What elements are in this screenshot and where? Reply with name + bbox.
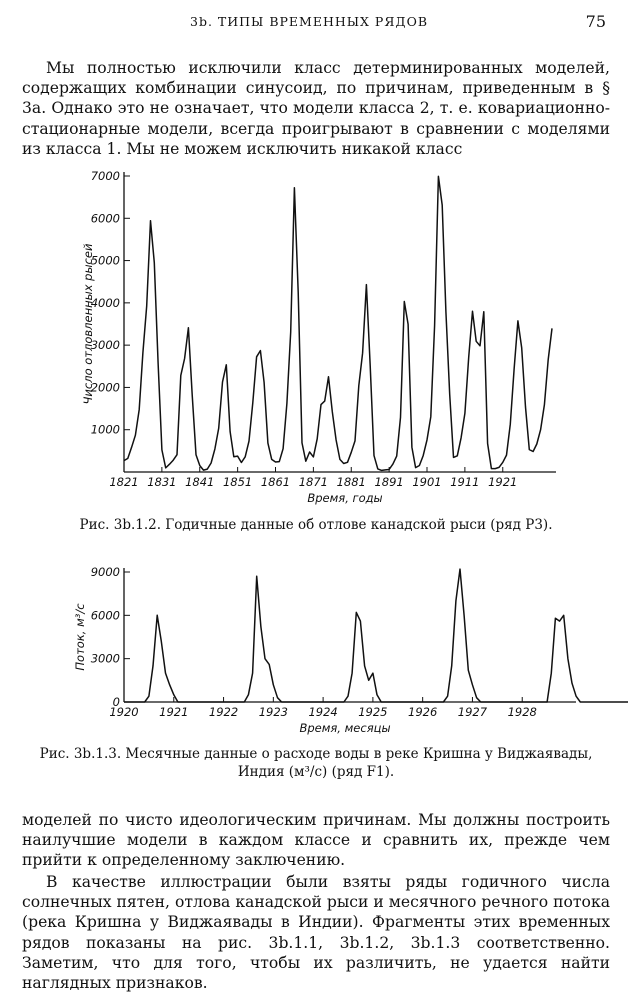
y-tick-label: 3000 <box>90 651 120 666</box>
x-tick-label: 1891 <box>374 475 404 489</box>
x-axis-label: Время, годы <box>307 491 383 505</box>
page-header <box>0 10 628 34</box>
x-tick-label: 1861 <box>260 475 291 489</box>
series-line <box>124 176 552 470</box>
series-line <box>124 562 628 702</box>
x-tick-label: 1871 <box>298 475 329 489</box>
y-axis-label: Число отловленных рысей <box>81 243 95 405</box>
x-tick-label: 1926 <box>408 705 438 719</box>
x-tick-label: 1851 <box>222 475 253 489</box>
x-tick-label: 1831 <box>147 475 177 489</box>
x-tick-label: 1821 <box>109 475 139 489</box>
page-number: 75 <box>585 12 606 31</box>
y-tick-label: 7000 <box>90 169 120 183</box>
y-tick-label: 9000 <box>90 565 120 579</box>
x-axis-label: Время, месяцы <box>299 721 391 735</box>
figure-krishna <box>0 556 628 746</box>
x-tick-label: 1927 <box>457 705 488 719</box>
paragraph-3: В качестве иллюстрации были взяты ряды годичного числа солнечных пятен, отлова канадской рыси и месячного речного потока (река Кришна у Виджаявады в Индии). Фрагменты этих временных рядов показаны на рис. 3b.1.1, 3b.1.2, 3b.1.3 соответственно. Заметим, что для того, чтобы их различить, не удается найти наглядных признаков. <box>22 873 610 993</box>
y-tick-label: 1000 <box>90 422 120 437</box>
y-axis-label: Поток, м³/с <box>73 603 87 671</box>
y-tick-label: 4000 <box>90 295 120 310</box>
y-tick-label: 6000 <box>90 608 120 623</box>
x-tick-label: 1911 <box>450 475 480 489</box>
krishna-chart <box>0 556 628 746</box>
x-tick-label: 1920 <box>109 705 139 719</box>
y-tick-label: 6000 <box>90 211 120 226</box>
y-tick-label: 0 <box>112 695 120 709</box>
x-tick-label: 1881 <box>336 475 366 489</box>
figure-krishna-caption: Рис. 3b.1.3. Месячные данные о расходе воды в реке Кришна у Виджаявады, Индия (м³/с) (ряд F1). <box>39 746 593 780</box>
x-tick-label: 1923 <box>258 705 288 719</box>
figure-lynx-caption: Рис. 3b.1.2. Годичные данные об отлове канадской рыси (ряд P3). <box>79 517 553 533</box>
x-tick-label: 1922 <box>208 705 239 719</box>
x-tick-label: 1928 <box>507 705 537 719</box>
x-tick-label: 1925 <box>358 705 388 719</box>
x-tick-label: 1921 <box>488 475 518 489</box>
paragraph-2: моделей по чисто идеологическим причинам. Мы должны построить наилучшие модели в каждом классе и сравнить их, прежде чем прийти к определенному заключению. <box>22 811 610 870</box>
x-tick-label: 1924 <box>308 705 338 719</box>
y-tick-label: 2000 <box>90 380 120 395</box>
x-tick-label: 1921 <box>159 705 189 719</box>
paragraph-1: Мы полностью исключили класс детерминированных моделей, содержащих комбинации синусоид, по причинам, приведенным в § 3а. Однако это не означает, что модели класса 2, т. е. ковариационно-стационарные модели, всегда проигрывают в сравнении с моделями из класса 1. Мы не можем исключить никакой класс <box>22 59 610 158</box>
x-tick-label: 1841 <box>185 475 215 489</box>
y-tick-label: 5000 <box>90 253 120 268</box>
y-tick-label: 3000 <box>90 338 120 353</box>
x-tick-label: 1901 <box>412 475 442 489</box>
running-title: 3b. ТИПЫ ВРЕМЕННЫХ РЯДОВ <box>190 14 429 29</box>
lynx-chart <box>0 160 628 510</box>
figure-lynx <box>0 160 628 510</box>
